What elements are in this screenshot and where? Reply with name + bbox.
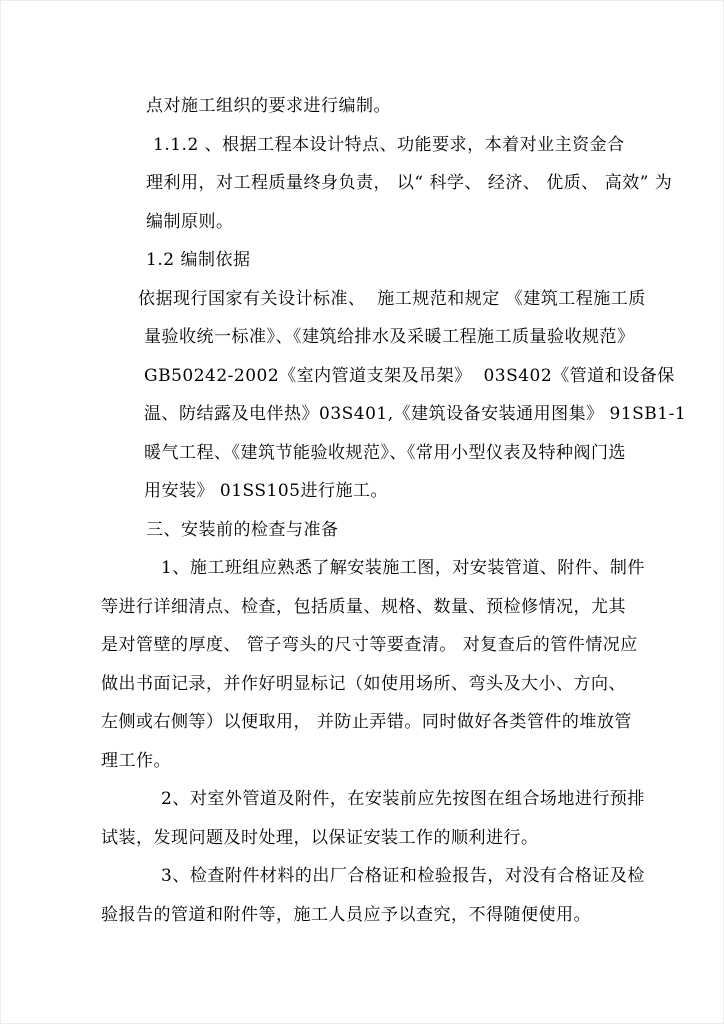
document-line: 做出书面记录，并作好明显标记（如使用场所、弯头及大小、方向、 — [101, 673, 626, 694]
document-line: 编制原则。 — [146, 211, 234, 232]
document-line: 量验收统一标准》、《建筑给排水及采暖工程施工质量验收规范》 — [144, 327, 635, 347]
document-content — [1, 87, 723, 934]
document-line: 暖气工程、《建筑节能验收规范》、《常用小型仪表及特种阀门选 — [144, 442, 626, 463]
document-line: 理利用，对工程质量终身负责， 以“ 科学、 经济、 优质、 高效” 为 — [146, 173, 673, 193]
document-line: 等进行详细清点、检查，包括质量、规格、数量、预检修情况，尤其 — [101, 596, 626, 617]
section-heading: 1.2 编制依据 — [146, 250, 251, 270]
document-line: 试装，发现问题及时处理，以保证安装工作的顺利进行。 — [101, 827, 539, 848]
document-line: 依据现行国家有关设计标准、 施工规范和规定 《建筑工程施工质 — [138, 288, 646, 309]
document-line: 用安装》 01SS105进行施工。 — [144, 481, 388, 501]
document-line: 验报告的管道和附件等，施工人员应予以查究，不得随便使用。 — [101, 904, 591, 925]
document-line: 点对施工组织的要求进行编制。 — [146, 96, 391, 116]
document-line: 1、施工班组应熟悉了解安装施工图，对安装管道、附件、制件 — [161, 558, 645, 578]
document-line: 左侧或右侧等）以便取用， 并防止弄错。同时做好各类管件的堆放管 — [101, 712, 632, 732]
document-line: GB50242-2002《室内管道支架及吊架》 03S402《管道和设备保 — [144, 365, 675, 386]
document-line: 2、对室外管道及附件，在安装前应先按图在组合场地进行预排 — [161, 789, 645, 809]
document-line: 1.1.2 、根据工程本设计特点、功能要求，本着对业主资金合 — [153, 134, 625, 155]
document-line: 温、防结露及电伴热》03S401,《建筑设备安装通用图集》 91SB1-1 — [144, 404, 687, 424]
document-line: 3、检查附件材料的出厂合格证和检验报告，对没有合格证及检 — [161, 866, 645, 886]
document-line: 是对管壁的厚度、 管子弯头的尺寸等要查清。 对复查后的管件情况应 — [101, 635, 638, 655]
document-line: 理工作。 — [101, 750, 171, 771]
section-heading: 三、安装前的检查与准备 — [146, 519, 339, 540]
